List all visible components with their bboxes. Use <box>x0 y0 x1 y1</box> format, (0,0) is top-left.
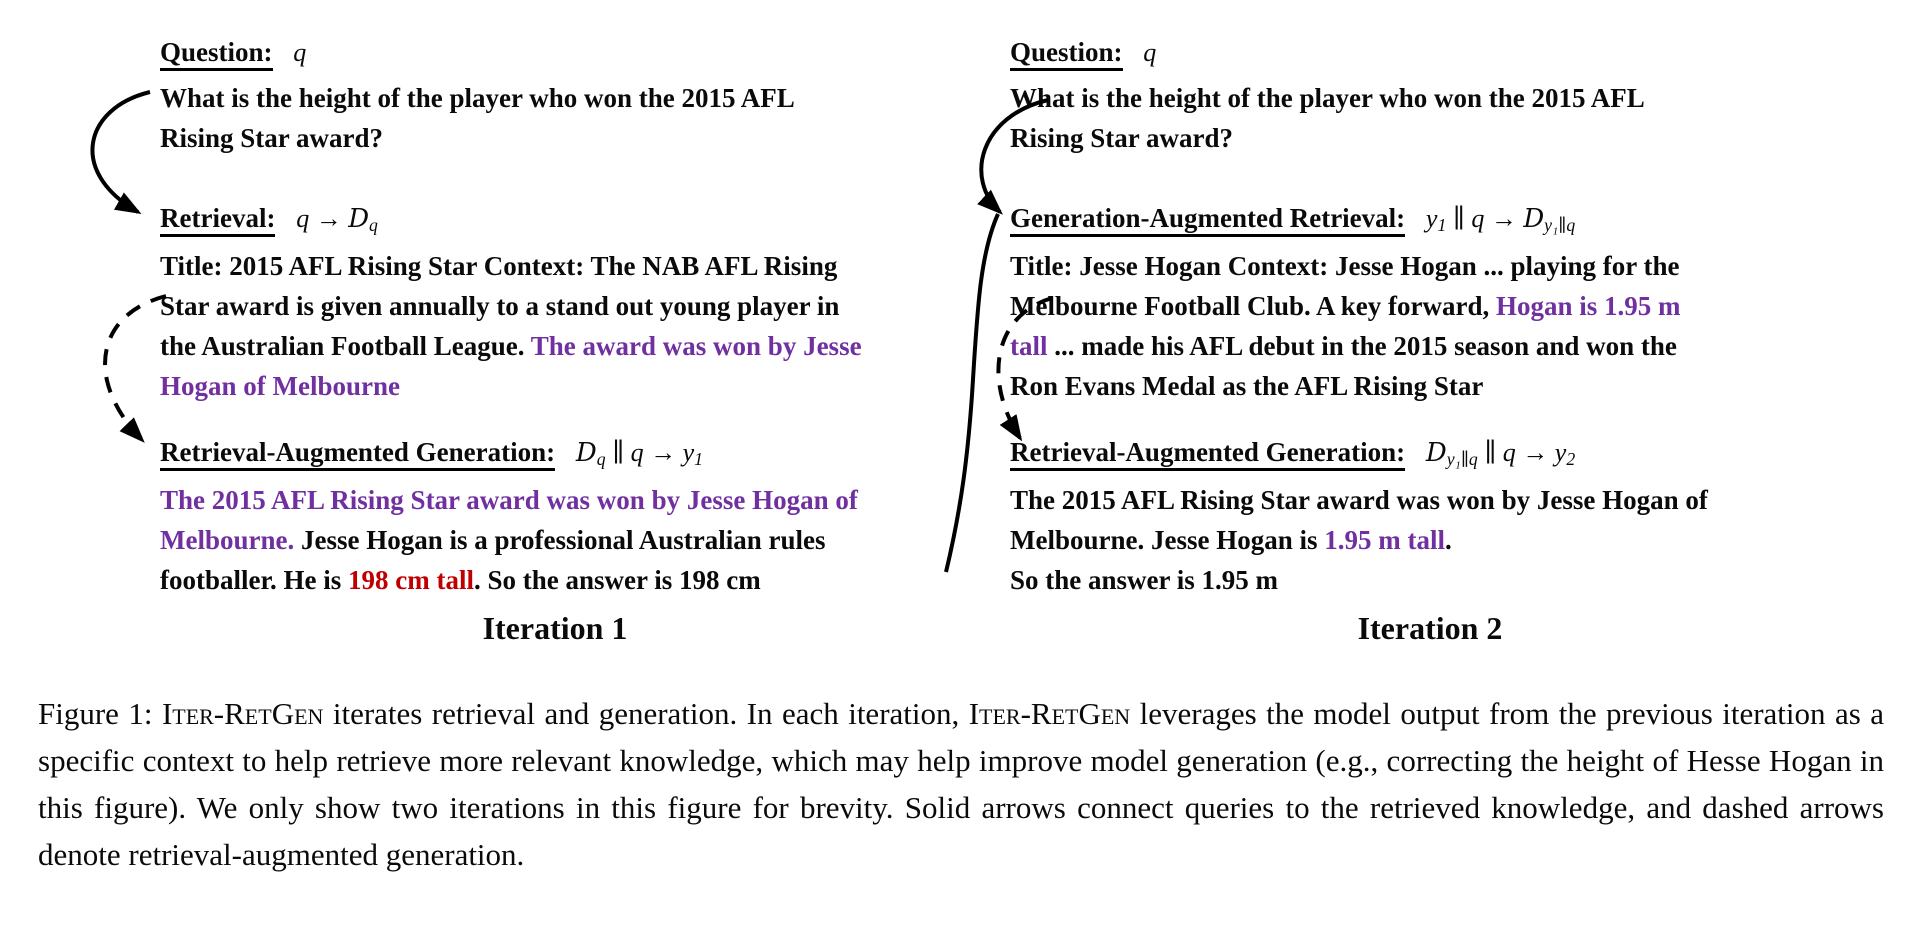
rag-label: Retrieval-Augmented Generation: <box>160 437 555 471</box>
dashed-arrow-retrieval-to-generation-left <box>105 296 166 440</box>
solid-arrow-y1-output-to-gar-cross <box>946 214 998 572</box>
gar-formula: $y_1$ ∥ $q \to D_{y_1\parallel q}$ <box>1425 204 1576 235</box>
panel2-question-heading <box>1010 34 1156 71</box>
panel1-generation-body: The 2015 AFL Rising Star award was won by Jesse Hogan of Melbourne. Jesse Hogan is a professional Australian rules footballer. He is 198 cm tall. So the answer is 198 cm <box>160 485 858 595</box>
panel1-retrieval-heading <box>160 200 378 243</box>
panel2-gar-body: Title: Jesse Hogan Context: Jesse Hogan ... playing for the Melbourne Football Club. A key forward, Hogan is 1.95 m tall ... made his AFL debut in the 2015 season and won the Ron Evans Medal as the AFL Rising Star <box>1010 251 1681 401</box>
solid-arrow-question-to-retrieval-left <box>92 92 150 212</box>
rag-label: Retrieval-Augmented Generation: <box>1010 437 1405 471</box>
panel1-question-heading <box>160 34 306 71</box>
gar-label: Generation-Augmented Retrieval: <box>1010 203 1405 237</box>
panel1-question-body: What is the height of the player who won the 2015 AFL Rising Star award? <box>160 83 795 153</box>
panel2-generation-body: The 2015 AFL Rising Star award was won by Jesse Hogan of Melbourne. Jesse Hogan is 1.95 m tall. So the answer is 1.95 m <box>1010 485 1708 595</box>
question-label: Question: <box>160 37 273 71</box>
rag-formula: $D_q$ ∥ $q \to y_1$ <box>575 438 704 469</box>
rag-formula: $D_{y_1\parallel q}$ ∥ $q \to y_2$ <box>1425 438 1576 469</box>
panel1-retrieval-body: Title: 2015 AFL Rising Star Context: The NAB AFL Rising Star award is given annually to a stand out young player in the Australian Football League. The award was won by Jesse Hogan of Melbourne <box>160 251 862 401</box>
iteration-1-label: Iteration 1 <box>482 610 628 646</box>
iteration-2-label: Iteration 2 <box>1357 610 1503 646</box>
panel2-gar-heading <box>1010 200 1575 243</box>
question-formula: q <box>1143 38 1157 67</box>
retrieval-label: Retrieval: <box>160 203 275 237</box>
question-formula: q <box>293 38 307 67</box>
panel1-generation-heading <box>160 434 703 477</box>
panel2-generation-heading <box>1010 434 1575 477</box>
figure-caption: Figure 1: Iter-RetGen iterates retrieval and generation. In each iteration, Iter-RetGen leverages the model output from the previous iteration as a specific context to help retrieve more relevant knowledge, which may help improve model generation (e.g., correcting the height of Hesse Hogan in this figure). We only show two iterations in this figure for brevity. Solid arrows connect queries to the retrieved knowledge, and dashed arrows denote retrieval-augmented generation. <box>38 696 1884 872</box>
retrieval-formula: $q \to D_q$ <box>296 204 378 235</box>
panel2-question-body: What is the height of the player who won the 2015 AFL Rising Star award? <box>1010 83 1645 153</box>
question-label: Question: <box>1010 37 1123 71</box>
